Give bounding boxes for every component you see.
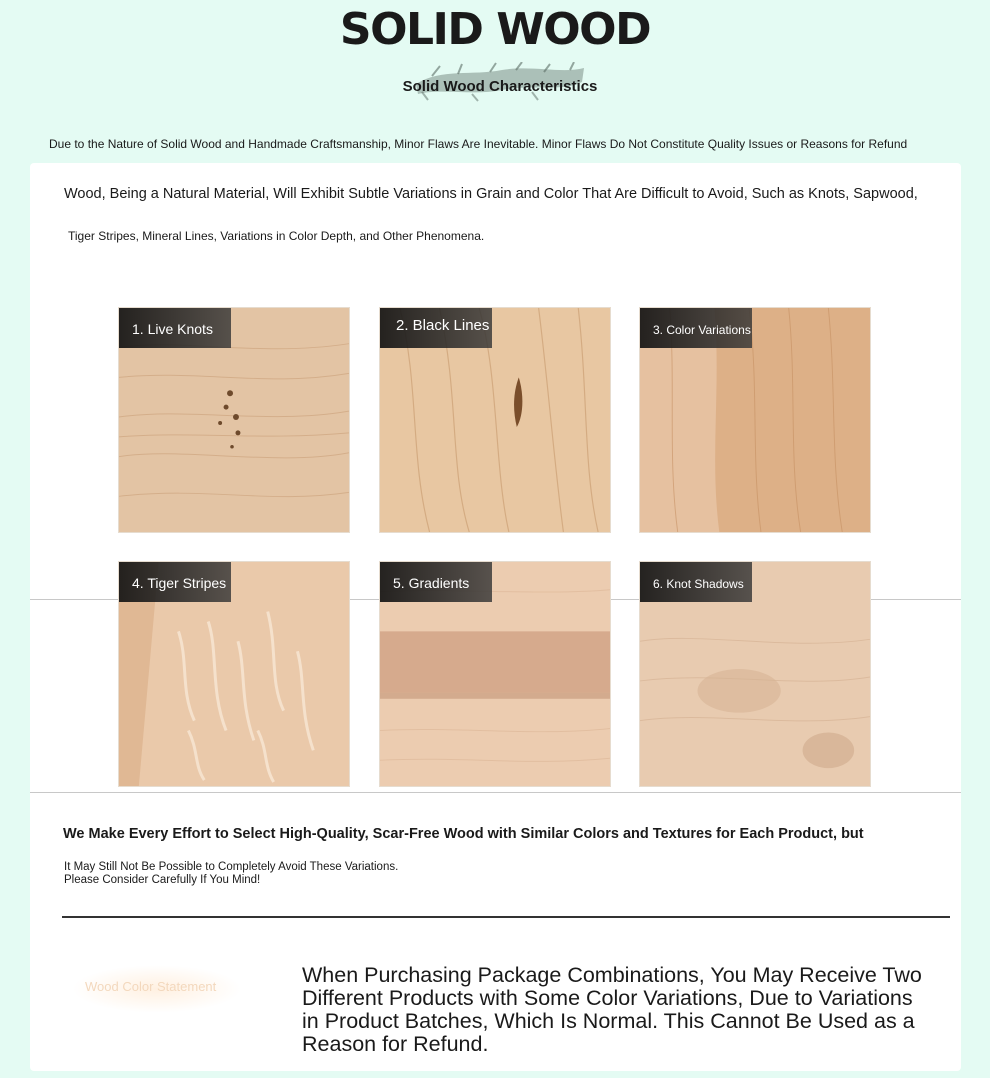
sample-label: 2. Black Lines — [380, 308, 492, 348]
sample-label: 5. Gradients — [380, 562, 492, 602]
wood-color-statement-badge: Wood Color Statement — [72, 965, 242, 1013]
color-statement-text: When Purchasing Package Combinations, You May Receive Two Different Products with Some Color Variations, Due to Variations in Product Batches, Which Is Normal. This Cannot Be Used as a Reason for Refund. — [302, 963, 922, 1056]
wood-sample-gradients — [379, 561, 611, 787]
sample-label: 4. Tiger Stripes — [119, 562, 231, 602]
effort-line-2: It May Still Not Be Possible to Completely Avoid These Variations. — [64, 861, 399, 873]
effort-note — [64, 861, 398, 887]
page-title: SOLID WOOD — [339, 4, 651, 55]
divider-line — [30, 792, 961, 793]
sample-label: 6. Knot Shadows — [640, 562, 752, 602]
disclaimer-text: Due to the Nature of Solid Wood and Handmade Craftsmanship, Minor Flaws Are Inevitable. Minor Flaws Do Not Constitute Quality Issues or Reasons for Refund — [49, 137, 908, 151]
sample-label: 3. Color Variations — [640, 308, 752, 348]
intro-line-2: Tiger Stripes, Mineral Lines, Variations in Color Depth, and Other Phenomena. — [68, 229, 485, 243]
wood-sample-knot-shadows — [639, 561, 871, 787]
sample-label: 1. Live Knots — [119, 308, 231, 348]
wood-sample-tiger-stripes — [118, 561, 350, 787]
wood-sample-color-variations — [639, 307, 871, 533]
intro-line-1: Wood, Being a Natural Material, Will Exhibit Subtle Variations in Grain and Color That Are Difficult to Avoid, Such as Knots, Sapwood, — [64, 186, 918, 202]
effort-line-1: We Make Every Effort to Select High-Quality, Scar-Free Wood with Similar Colors and Textures for Each Product, but — [63, 826, 864, 842]
wood-sample-black-lines — [379, 307, 611, 533]
subtitle: Solid Wood Characteristics — [402, 78, 598, 95]
section-divider — [62, 916, 950, 918]
wood-sample-live-knots — [118, 307, 350, 533]
effort-line-3: Please Consider Carefully If You Mind! — [64, 874, 261, 886]
